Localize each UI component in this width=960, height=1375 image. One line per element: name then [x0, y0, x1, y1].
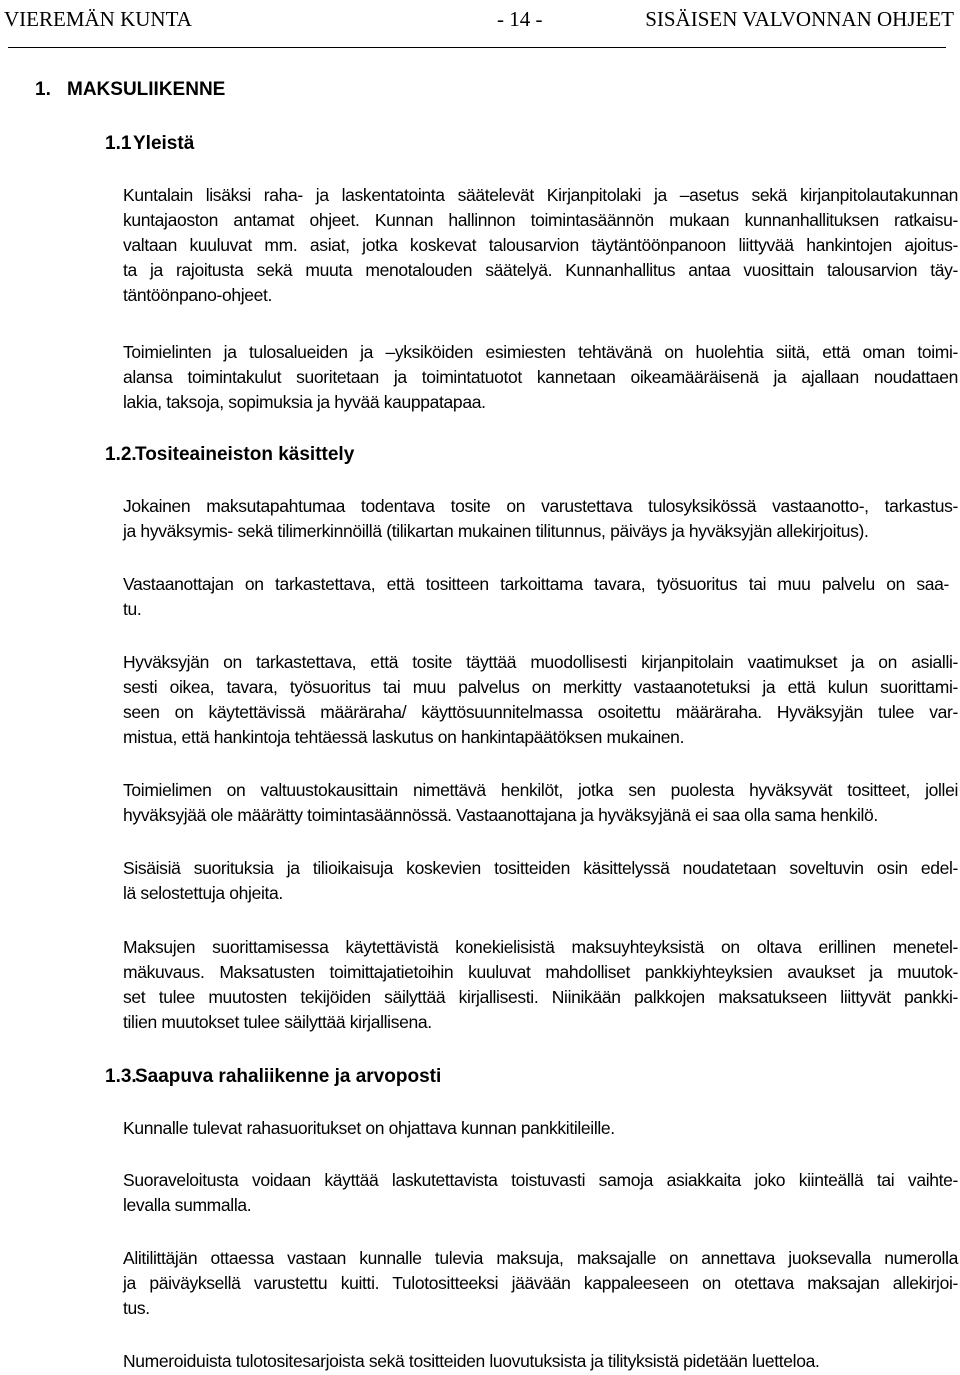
- paragraph-line: tus.: [123, 1298, 150, 1318]
- paragraph-line: levalla summalla.: [123, 1195, 252, 1215]
- header-divider: [8, 47, 946, 48]
- paragraph: [123, 856, 958, 906]
- paragraph-line: mistua, että hankintoja tehtäessä laskutus on hankintapäätöksen mukainen.: [123, 727, 685, 747]
- paragraph: [123, 1349, 958, 1374]
- paragraph-line: Vastaanottajan on tarkastettava, että tositteen tarkoittama tavara, työsuoritus tai muu palvelu on saa-: [123, 574, 949, 594]
- paragraph-line: tilien muutokset tulee säilyttää kirjallisena.: [123, 1012, 432, 1032]
- paragraph: [123, 1116, 958, 1141]
- paragraph-line: sesti oikea, tavara, työsuoritus tai muu palvelus on merkitty vastaanotetuksi ja että kulun suorittami-: [123, 677, 958, 697]
- paragraph-line: Toimielinten ja tulosalueiden ja –yksiköiden esimiesten tehtävänä on huolehtia siitä, että oman toimi-: [123, 342, 958, 362]
- paragraph-line: Maksujen suorittamisessa käytettävistä konekielisistä maksuyhteyksistä on oltava erillinen menetel-: [123, 937, 958, 957]
- header-page-number: - 14 -: [497, 7, 543, 31]
- paragraph-line: Sisäisiä suorituksia ja tilioikaisuja koskevien tositteiden käsittelyssä noudatetaan soveltuvin osin edel-: [123, 858, 958, 878]
- paragraph: [123, 778, 958, 828]
- paragraph: [123, 340, 958, 415]
- heading-section-1-1: [105, 133, 194, 155]
- paragraph-line: täntöönpano-ohjeet.: [123, 285, 273, 305]
- paragraph-line: tu.: [123, 599, 142, 619]
- paragraph-line: lakia, taksoja, sopimuksia ja hyvää kauppatapaa.: [123, 392, 486, 412]
- paragraph-line: ta ja rajoitusta sekä muuta menotalouden säätelyä. Kunnanhallitus antaa vuosittain talousarvion täy-: [123, 260, 958, 280]
- paragraph-line: Kuntalain lisäksi raha- ja laskentatointa säätelevät Kirjanpitolaki ja –asetus sekä kirjanpitolautakunnan: [123, 185, 958, 205]
- paragraph: [123, 183, 958, 308]
- paragraph: [123, 935, 958, 1035]
- heading-number: 1.1: [105, 133, 132, 154]
- header-document-title: SISÄISEN VALVONNAN OHJEET: [645, 7, 954, 31]
- header-organization: VIEREMÄN KUNTA: [4, 7, 192, 31]
- paragraph-line: Hyväksyjän on tarkastettava, että tosite täyttää muodollisesti kirjanpitolain vaatimukset ja on asialli-: [123, 652, 958, 672]
- heading-number: 1.3.: [105, 1066, 137, 1087]
- heading-number: 1.2.: [105, 444, 137, 465]
- page-header: [4, 2, 954, 34]
- paragraph-line: Numeroiduista tulotositesarjoista sekä tositteiden luovutuksista ja tilityksistä pidetään luetteloa.: [123, 1351, 820, 1371]
- heading-title: Tositeaineiston käsittely: [135, 444, 355, 465]
- heading-section-1-3: [105, 1066, 441, 1088]
- paragraph: [123, 494, 958, 544]
- heading-number: 1.: [35, 79, 51, 100]
- paragraph-line: Suoraveloitusta voidaan käyttää laskutettavista toistuvasti samoja asiakkaita joko kiinteällä tai vaihte-: [123, 1170, 958, 1190]
- paragraph-line: Kunnalle tulevat rahasuoritukset on ohjattava kunnan pankkitileille.: [123, 1118, 615, 1138]
- paragraph-line: Jokainen maksutapahtumaa todentava tosite on varustettava tulosyksikössä vastaanotto-, tarkastus-: [123, 496, 958, 516]
- paragraph: [123, 1246, 958, 1321]
- paragraph-line: hyväksyjää ole määrätty toimintasäännössä. Vastaanottajana ja hyväksyjänä ei saa olla sama henkilö.: [123, 805, 878, 825]
- heading-title: Yleistä: [133, 133, 195, 154]
- paragraph-line: mäkuvaus. Maksatusten toimittajatietoihin kuuluvat mahdolliset pankkiyhteyksien avaukset ja muutok-: [123, 962, 958, 982]
- paragraph-line: alansa toimintakulut suoritetaan ja toimintatuotot kannetaan oikeamääräisenä ja ajallaan noudattaen: [123, 367, 958, 387]
- heading-title: Saapuva rahaliikenne ja arvoposti: [135, 1066, 442, 1087]
- heading-title: MAKSULIIKENNE: [67, 79, 226, 100]
- paragraph-line: lä selostettuja ohjeita.: [123, 883, 283, 903]
- paragraph-line: Alitilittäjän ottaessa vastaan kunnalle tulevia maksuja, maksajalle on annettava juoksevalla numerolla: [123, 1248, 958, 1268]
- paragraph-line: kuntajaoston antamat ohjeet. Kunnan hallinnon toimintasäännön mukaan kunnanhallituksen ratkaisu-: [123, 210, 958, 230]
- heading-section-1: [35, 79, 225, 101]
- paragraph-line: set tulee muutosten tekijöiden säilyttää kirjallisesti. Niinikään palkkojen maksatukseen liittyvät pankki-: [123, 987, 958, 1007]
- paragraph: [123, 650, 958, 750]
- paragraph-line: ja päiväyksellä varustettu kuitti. Tulotositteeksi jäävään kappaleeseen on otettava maksajan allekirjoi-: [123, 1273, 958, 1293]
- paragraph: [123, 1168, 958, 1218]
- paragraph-line: valtaan kuuluvat mm. asiat, jotka koskevat talousarvion täytäntöönpanoon liittyvää hankintojen ajoitus-: [123, 235, 958, 255]
- heading-section-1-2: [105, 444, 354, 466]
- paragraph-line: ja hyväksymis- sekä tilimerkinnöillä (tilikartan mukainen tilitunnus, päiväys ja hyväksyjän allekirjoitus).: [123, 521, 869, 541]
- paragraph-line: seen on käytettävissä määräraha/ käyttösuunnitelmassa osoitettu määräraha. Hyväksyjän tulee var-: [123, 702, 958, 722]
- paragraph: [123, 572, 958, 622]
- paragraph-line: Toimielimen on valtuustokausittain nimettävä henkilöt, jotka sen puolesta hyväksyvät tositteet, jollei: [123, 780, 958, 800]
